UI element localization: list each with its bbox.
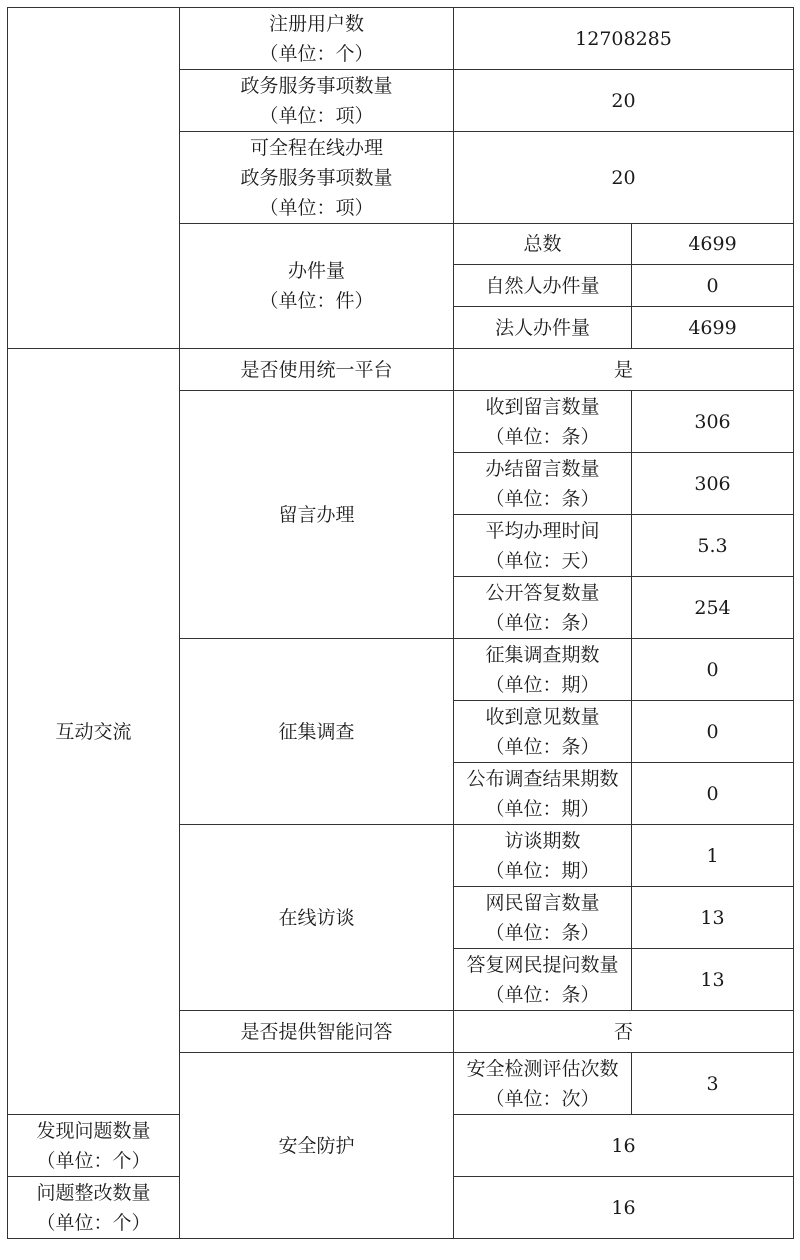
row-label: 发现问题数量 （单位：个） xyxy=(8,1115,180,1177)
sub-label: 办结留言数量 （单位：条） xyxy=(454,453,632,515)
section-label-security: 安全防护 xyxy=(180,1053,454,1239)
sub-value: 306 xyxy=(632,391,794,453)
sub-value: 13 xyxy=(632,887,794,949)
row-label: 注册用户数 （单位：个） xyxy=(180,8,454,70)
row-label: 征集调查 xyxy=(180,639,454,825)
sub-value: 5.3 xyxy=(632,515,794,577)
table-row xyxy=(8,349,794,391)
row-value: 20 xyxy=(454,70,794,132)
sub-label: 法人办件量 xyxy=(454,307,632,349)
sub-label: 访谈期数 （单位：期） xyxy=(454,825,632,887)
sub-value: 306 xyxy=(632,453,794,515)
row-value: 3 xyxy=(632,1053,794,1115)
sub-value: 13 xyxy=(632,949,794,1011)
row-label: 在线访谈 xyxy=(180,825,454,1011)
row-value: 16 xyxy=(454,1115,794,1177)
row-label: 是否提供智能问答 xyxy=(180,1011,454,1053)
sub-value: 1 xyxy=(632,825,794,887)
row-label: 政务服务事项数量 （单位：项） xyxy=(180,70,454,132)
section-cell-blank xyxy=(8,8,180,349)
row-label: 是否使用统一平台 xyxy=(180,349,454,391)
sub-value: 4699 xyxy=(632,224,794,265)
sub-label: 公布调查结果期数 （单位：期） xyxy=(454,763,632,825)
row-value: 12708285 xyxy=(454,8,794,70)
sub-value: 0 xyxy=(632,265,794,307)
sub-label: 收到留言数量 （单位：条） xyxy=(454,391,632,453)
sub-label: 征集调查期数 （单位：期） xyxy=(454,639,632,701)
sub-label: 自然人办件量 xyxy=(454,265,632,307)
sub-label: 总数 xyxy=(454,224,632,265)
sub-label: 平均办理时间 （单位：天） xyxy=(454,515,632,577)
row-value: 20 xyxy=(454,132,794,224)
row-label: 可全程在线办理 政务服务事项数量 （单位：项） xyxy=(180,132,454,224)
section-label-interaction: 互动交流 xyxy=(8,349,180,1115)
row-label: 办件量 （单位：件） xyxy=(180,224,454,349)
sub-value: 4699 xyxy=(632,307,794,349)
row-label: 留言办理 xyxy=(180,391,454,639)
table-row xyxy=(8,8,794,70)
sub-value: 0 xyxy=(632,763,794,825)
stats-table xyxy=(7,7,794,1239)
sub-label: 公开答复数量 （单位：条） xyxy=(454,577,632,639)
sub-value: 0 xyxy=(632,639,794,701)
sub-label: 收到意见数量 （单位：条） xyxy=(454,701,632,763)
sub-label: 答复网民提问数量 （单位：条） xyxy=(454,949,632,1011)
row-value: 16 xyxy=(454,1177,794,1239)
row-label: 安全检测评估次数 （单位：次） xyxy=(454,1053,632,1115)
sub-value: 0 xyxy=(632,701,794,763)
sub-value: 254 xyxy=(632,577,794,639)
row-value: 是 xyxy=(454,349,794,391)
row-label: 问题整改数量 （单位：个） xyxy=(8,1177,180,1239)
sub-label: 网民留言数量 （单位：条） xyxy=(454,887,632,949)
row-value: 否 xyxy=(454,1011,794,1053)
